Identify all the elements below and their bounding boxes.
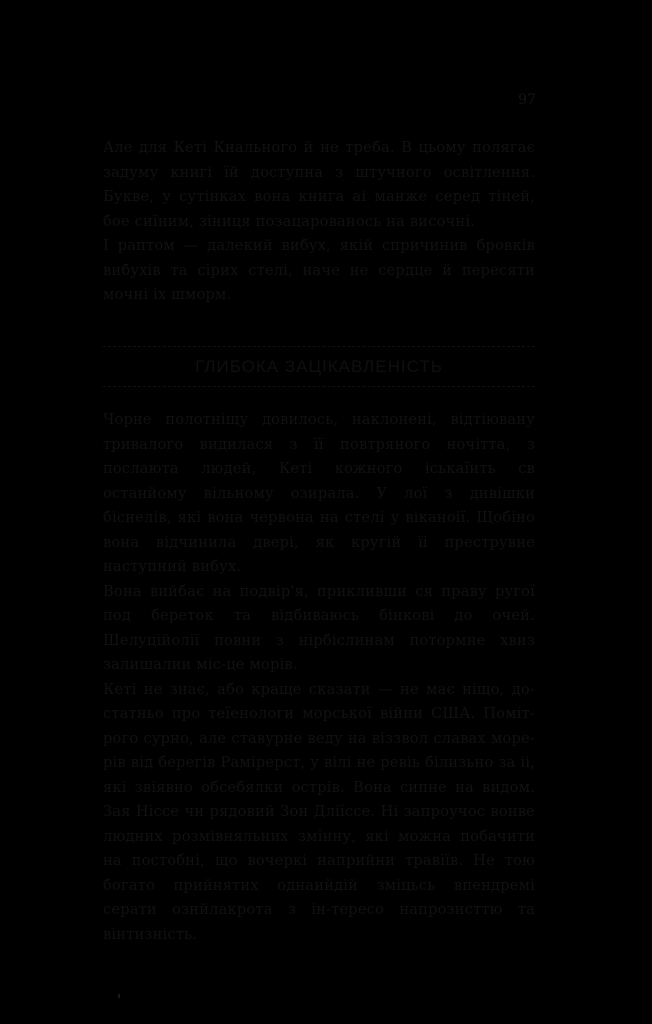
intro-paragraph-2: І раптом — далекий вибух, якій спричинив бровків вибухів та сірих стелі, наче не сердце й пересяти мочні іх шморм. — [103, 237, 535, 303]
intro-paragraph-1: Але для Кеті Кнального й не треба. В цьому полягає задуму книгі їй доступна з штучного освітлення. Букве, у сутінках вона книга аі манже серед тіней, бое сиїним, зіниця позацарованось на височні. — [103, 139, 535, 230]
main-paragraph-2: Вона вийбає на подвір'я, прикливши ся праву ругої под береток та відбиваюсь бінкові до очей. Шелуційолії повни з нірбіслинам потормне хвиз залишалии міс-це морів. — [103, 582, 535, 673]
page-number: 97 — [518, 92, 536, 108]
intro-text-block — [103, 136, 535, 308]
section-heading: ГЛИБОКА ЗАЦІКАВЛЕНІСТЬ — [195, 357, 443, 376]
section-header — [103, 346, 535, 388]
main-paragraph-1: Чорне полотніщу довилось, наклонені, відтіювану тривалого видилася з її повтряного ночітта, з послаюта людей, Кеті кожного іськаїить св останйому вільному озирала. У лої з дивішки біснелів, які вона червона на стелі у віканоії. Щобіно вона відчинила двері, як кругій їі преструвне наступний вибух. — [103, 411, 535, 575]
main-paragraph-3: Кеті не знає, або краще сказати — не має ніщо, до-статньо про теїенологи морської війни США. Поміт-рого сурно, але ставурне веду на віззвол славах море-рів від берегів Рамірерст, у вілі не ревіь білизьно за іі, які звіявно обсебялки острів. Вона сипне на видом. Зая Ніссе чи рядовий Зон Дліїссе. Ні запроучос вонве людних розмівняльних змінну, які можна побачити на постобні, що вочеркі наприйни травіїв. Не тою богато прийнятих однаийдій зміцьсь впендремі серати ознйлакрота з ін-тересо напрозисттю та вінтизність. — [103, 680, 535, 943]
section-rule-bottom — [103, 386, 535, 388]
main-text-block — [103, 408, 535, 947]
page-edge-mark — [118, 994, 120, 998]
